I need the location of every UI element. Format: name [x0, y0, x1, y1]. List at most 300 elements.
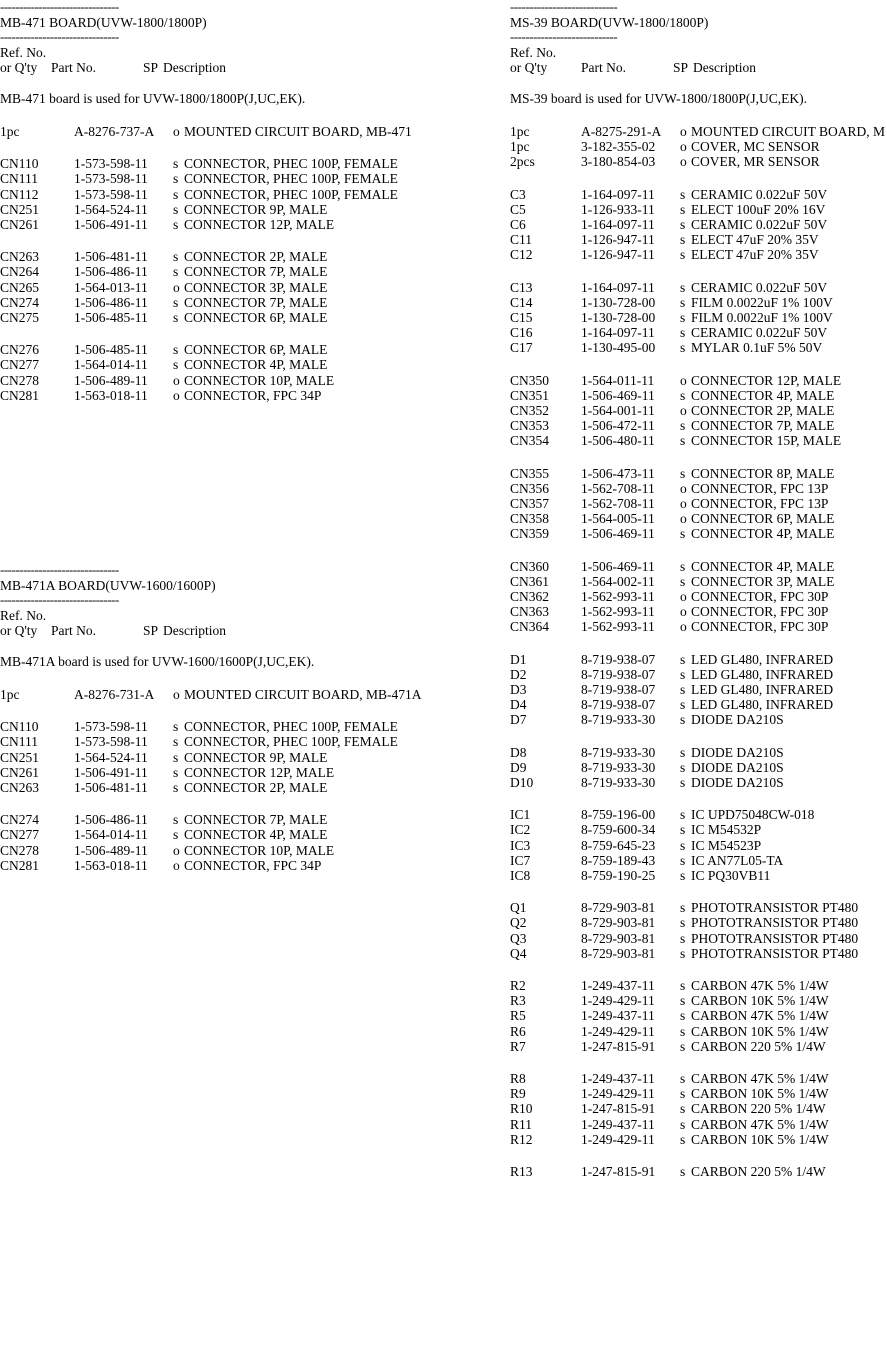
sp-code: s — [680, 651, 686, 667]
part-no: 1-573-598-11 — [74, 156, 148, 172]
part-no: 1-564-013-11 — [74, 279, 148, 295]
description: CONNECTOR, FPC 13P — [691, 496, 829, 511]
sp-code: s — [680, 993, 686, 1009]
sp-code: s — [680, 822, 686, 838]
ref-no: C13 — [510, 279, 533, 295]
sp-code: s — [680, 201, 686, 217]
sp-code: s — [173, 764, 179, 780]
description: LED GL480, INFRARED — [691, 666, 834, 682]
part-no: 1-247-815-91 — [581, 1101, 656, 1117]
part-no: 1-164-097-11 — [581, 325, 655, 341]
sp-code: s — [680, 186, 686, 202]
description: IC M54532P — [691, 822, 762, 838]
sp-code: s — [173, 719, 179, 735]
description: CARBON 220 5% 1/4W — [691, 1164, 826, 1179]
part-no: 1-506-491-11 — [74, 217, 148, 232]
sp-code: s — [680, 247, 686, 263]
sp-code: s — [680, 682, 686, 697]
description: CONNECTOR 6P, MALE — [184, 342, 328, 358]
part-no: 1-573-598-11 — [74, 719, 148, 735]
description: CARBON 220 5% 1/4W — [691, 1038, 826, 1054]
part-no: 8-759-189-43 — [581, 852, 656, 868]
description: CERAMIC 0.022uF 50V — [691, 217, 828, 232]
part-no: 8-719-938-07 — [581, 697, 656, 713]
ref-no: CN111 — [0, 171, 39, 187]
sp-code: s — [680, 945, 686, 961]
sp-code: s — [173, 156, 179, 172]
part-no: 1-506-485-11 — [74, 342, 148, 358]
part-no: 3-180-854-03 — [581, 154, 656, 170]
section-title: MB-471A BOARD(UVW-1600/1600P) — [0, 578, 216, 593]
ref-no: C5 — [510, 201, 526, 217]
description: MOUNTED CIRCUIT BOARD, MB-471A — [184, 687, 422, 702]
description: CONNECTOR 15P, MALE — [691, 433, 842, 449]
description: CARBON 47K 5% 1/4W — [691, 1071, 829, 1086]
ref-no: CN261 — [0, 217, 40, 232]
ref-no: CN251 — [0, 201, 40, 217]
description: FILM 0.0022uF 1% 100V — [691, 310, 833, 325]
sp-code: s — [173, 171, 179, 187]
description: CARBON 10K 5% 1/4W — [691, 1086, 829, 1102]
sp-code: s — [680, 526, 686, 542]
section-rule-top: ------------------------------- — [0, 0, 119, 14]
part-no: 1-564-002-11 — [581, 573, 655, 589]
description: CARBON 10K 5% 1/4W — [691, 1023, 829, 1039]
part-no: 1-506-472-11 — [581, 418, 655, 434]
usage-note: MS-39 board is used for UVW-1800/1800P(J,UC,EK). — [510, 91, 807, 106]
description: CONNECTOR 10P, MALE — [184, 842, 335, 858]
ref-no: 1pc — [0, 687, 20, 702]
description: CONNECTOR 6P, MALE — [184, 310, 328, 325]
description: CARBON 10K 5% 1/4W — [691, 993, 829, 1009]
part-no: 8-719-938-07 — [581, 666, 656, 682]
description: CONNECTOR 7P, MALE — [184, 264, 328, 280]
ref-no: CN359 — [510, 526, 550, 542]
sp-code: s — [680, 1116, 686, 1132]
section-rule-bottom: ------------------------------- — [0, 592, 119, 607]
part-no: 8-719-938-07 — [581, 682, 656, 697]
description: CONNECTOR 6P, MALE — [691, 511, 835, 527]
sp-code: s — [680, 1131, 686, 1147]
description: CONNECTOR 9P, MALE — [184, 749, 328, 765]
ref-no: D9 — [510, 759, 527, 775]
description: IC M54523P — [691, 837, 762, 853]
ref-no: CN360 — [510, 558, 550, 574]
description: CONNECTOR 12P, MALE — [184, 764, 335, 780]
sp-code: o — [680, 511, 687, 527]
ref-no: CN354 — [510, 433, 550, 449]
ref-no: CN261 — [0, 764, 40, 780]
sp-code: o — [173, 842, 180, 858]
part-no: 1-506-491-11 — [74, 764, 148, 780]
ref-no: IC3 — [510, 837, 531, 853]
part-no: 1-563-018-11 — [74, 857, 148, 873]
sp-code: s — [680, 465, 686, 481]
description: CONNECTOR 7P, MALE — [691, 418, 835, 434]
description: CONNECTOR 2P, MALE — [184, 780, 328, 795]
ref-no: CN275 — [0, 310, 40, 325]
sp-code: o — [680, 154, 687, 170]
description: LED GL480, INFRARED — [691, 651, 834, 667]
part-no: 1-506-469-11 — [581, 558, 655, 574]
ref-no: Q3 — [510, 930, 527, 946]
part-no: 1-562-708-11 — [581, 480, 655, 496]
section-rule-top: ------------------------------- — [0, 562, 119, 577]
description: LED GL480, INFRARED — [691, 697, 834, 713]
sp-code: s — [680, 279, 686, 295]
sp-code: s — [173, 812, 179, 828]
part-no: 1-164-097-11 — [581, 217, 655, 232]
ref-no: C15 — [510, 310, 533, 325]
part-no: 1-564-014-11 — [74, 827, 148, 843]
part-no: 1-564-014-11 — [74, 357, 148, 373]
sp-code: s — [680, 1101, 686, 1117]
part-no: 8-759-196-00 — [581, 807, 656, 823]
description: CERAMIC 0.022uF 50V — [691, 186, 828, 202]
description: ELECT 47uF 20% 35V — [691, 247, 819, 263]
ref-no: CN276 — [0, 342, 40, 358]
ref-no: Q2 — [510, 915, 527, 931]
ref-no: C16 — [510, 325, 533, 341]
part-no: 1-249-429-11 — [581, 1086, 655, 1102]
ref-no: CN363 — [510, 604, 550, 620]
description: DIODE DA210S — [691, 744, 784, 760]
sp-code: s — [680, 807, 686, 823]
part-no: 1-130-728-00 — [581, 294, 656, 310]
sp-code: o — [680, 496, 687, 511]
sp-code: s — [173, 827, 179, 843]
sp-code: s — [680, 1071, 686, 1086]
description: PHOTOTRANSISTOR PT480 — [691, 945, 859, 961]
ref-no: C14 — [510, 294, 533, 310]
sp-code: s — [680, 418, 686, 434]
sp-code: s — [680, 1086, 686, 1102]
part-no: A-8276-731-A — [74, 687, 155, 702]
description: IC UPD75048CW-018 — [691, 807, 815, 823]
part-no: 1-506-486-11 — [74, 264, 148, 280]
description: CONNECTOR 2P, MALE — [691, 403, 835, 418]
ref-no: D10 — [510, 775, 534, 790]
header-ref-qty: or Q'ty — [510, 60, 548, 75]
ref-no: CN277 — [0, 827, 40, 843]
sp-code: s — [680, 1038, 686, 1054]
description: CONNECTOR, PHEC 100P, FEMALE — [184, 719, 398, 735]
sp-code: s — [680, 294, 686, 310]
section-rule-bottom: ---------------------------- — [510, 29, 618, 44]
description: CONNECTOR 4P, MALE — [184, 827, 328, 843]
description: MOUNTED CIRCUIT BOARD, MB-471 — [184, 124, 412, 139]
sp-code: o — [680, 372, 687, 388]
ref-no: R7 — [510, 1038, 526, 1054]
description: COVER, MR SENSOR — [691, 154, 820, 170]
part-no: 1-130-495-00 — [581, 340, 656, 356]
sp-code: o — [173, 279, 180, 295]
ref-no: IC1 — [510, 807, 531, 823]
sp-code: o — [680, 589, 687, 604]
description: CARBON 47K 5% 1/4W — [691, 978, 829, 993]
header-ref-qty: or Q'ty — [0, 623, 38, 638]
part-no: 1-564-524-11 — [74, 201, 148, 217]
ref-no: CN265 — [0, 279, 40, 295]
part-no: 8-759-600-34 — [581, 822, 656, 838]
sp-code: s — [173, 357, 179, 373]
ref-no: CN278 — [0, 372, 40, 388]
sp-code: s — [680, 232, 686, 248]
ref-no: C17 — [510, 340, 533, 356]
part-no: 1-564-001-11 — [581, 403, 655, 418]
description: CONNECTOR 10P, MALE — [184, 372, 335, 388]
ref-no: R8 — [510, 1071, 526, 1086]
description: CONNECTOR 8P, MALE — [691, 465, 835, 481]
ref-no: R2 — [510, 978, 526, 993]
sp-code: s — [680, 915, 686, 931]
description: CONNECTOR 7P, MALE — [184, 812, 328, 828]
ref-no: CN112 — [0, 186, 39, 202]
part-no: 8-759-190-25 — [581, 868, 656, 883]
ref-no: CN278 — [0, 842, 40, 858]
sp-code: o — [680, 139, 687, 155]
part-no: 1-506-481-11 — [74, 249, 148, 265]
ref-no: CN264 — [0, 264, 40, 280]
header-sp: SP — [143, 60, 159, 75]
part-no: 1-126-933-11 — [581, 201, 655, 217]
part-no: 1-164-097-11 — [581, 186, 655, 202]
description: CONNECTOR 4P, MALE — [691, 526, 835, 542]
sp-code: o — [680, 604, 687, 620]
description: CONNECTOR, FPC 30P — [691, 589, 829, 604]
description: LED GL480, INFRARED — [691, 682, 834, 697]
description: DIODE DA210S — [691, 775, 784, 790]
part-no: 1-573-598-11 — [74, 734, 148, 750]
description: CONNECTOR, PHEC 100P, FEMALE — [184, 186, 398, 202]
description: CONNECTOR, PHEC 100P, FEMALE — [184, 171, 398, 187]
part-no: 8-729-903-81 — [581, 945, 656, 961]
sp-code: o — [680, 124, 687, 139]
part-no: 1-573-598-11 — [74, 186, 148, 202]
sp-code: s — [680, 712, 686, 728]
section-title: MB-471 BOARD(UVW-1800/1800P) — [0, 15, 207, 30]
description: CARBON 10K 5% 1/4W — [691, 1131, 829, 1147]
part-no: 1-249-437-11 — [581, 1071, 655, 1086]
sp-code: s — [173, 734, 179, 750]
sp-code: s — [680, 433, 686, 449]
sp-code: s — [680, 1008, 686, 1024]
ref-no: CN353 — [510, 418, 550, 434]
ref-no: IC7 — [510, 852, 531, 868]
description: CONNECTOR 12P, MALE — [691, 372, 842, 388]
ref-no: CN110 — [0, 719, 39, 735]
ref-no: CN263 — [0, 780, 40, 795]
sp-code: s — [680, 697, 686, 713]
part-no: 1-130-728-00 — [581, 310, 656, 325]
part-no: 1-249-429-11 — [581, 993, 655, 1009]
sp-code: s — [680, 930, 686, 946]
ref-no: D8 — [510, 744, 527, 760]
ref-no: Q1 — [510, 900, 527, 916]
description: CONNECTOR 3P, MALE — [691, 573, 835, 589]
part-no: 8-759-645-23 — [581, 837, 656, 853]
description: DIODE DA210S — [691, 759, 784, 775]
header-ref-no: Ref. No. — [0, 608, 47, 623]
header-description: Description — [163, 623, 226, 638]
sp-code: s — [680, 558, 686, 574]
ref-no: CN110 — [0, 156, 39, 172]
header-ref-qty: or Q'ty — [0, 60, 38, 75]
header-part-no: Part No. — [51, 60, 96, 75]
part-no: 1-562-993-11 — [581, 619, 655, 635]
ref-no: D1 — [510, 651, 527, 667]
part-no: A-8275-291-A — [581, 124, 662, 139]
sp-code: s — [173, 201, 179, 217]
ref-no: CN277 — [0, 357, 40, 373]
part-no: 8-719-938-07 — [581, 651, 656, 667]
part-no: 1-506-486-11 — [74, 812, 148, 828]
part-no: 1-506-485-11 — [74, 310, 148, 325]
sp-code: o — [173, 387, 180, 403]
header-ref-no: Ref. No. — [0, 45, 47, 60]
ref-no: CN358 — [510, 511, 550, 527]
ref-no: CN263 — [0, 249, 40, 265]
part-no: 8-719-933-30 — [581, 759, 656, 775]
description: CERAMIC 0.022uF 50V — [691, 325, 828, 341]
description: CONNECTOR 9P, MALE — [184, 201, 328, 217]
sp-code: s — [680, 325, 686, 341]
description: CONNECTOR 12P, MALE — [184, 217, 335, 232]
description: CARBON 47K 5% 1/4W — [691, 1116, 829, 1132]
ref-no: IC8 — [510, 868, 531, 883]
ref-no: D7 — [510, 712, 527, 728]
ref-no: CN357 — [510, 496, 550, 511]
description: CONNECTOR, FPC 30P — [691, 604, 829, 620]
part-no: 8-719-933-30 — [581, 712, 656, 728]
part-no: 1-126-947-11 — [581, 232, 655, 248]
description: COVER, MC SENSOR — [691, 139, 820, 155]
sp-code: s — [173, 749, 179, 765]
description: MOUNTED CIRCUIT BOARD, M — [691, 124, 886, 139]
sp-code: s — [680, 1164, 686, 1179]
ref-no: R13 — [510, 1164, 533, 1179]
ref-no: 2pcs — [510, 154, 535, 170]
usage-note: MB-471A board is used for UVW-1600/1600P(J,UC,EK). — [0, 654, 315, 669]
part-no: 1-247-815-91 — [581, 1164, 656, 1179]
ref-no: CN350 — [510, 372, 550, 388]
ref-no: CN356 — [510, 480, 550, 496]
sp-code: s — [173, 342, 179, 358]
sp-code: o — [173, 687, 180, 702]
section-rule-top: ---------------------------- — [510, 0, 618, 14]
part-no: 1-564-011-11 — [581, 372, 655, 388]
part-no: 1-563-018-11 — [74, 387, 148, 403]
sp-code: o — [173, 857, 180, 873]
part-no: 1-506-489-11 — [74, 372, 148, 388]
ref-no: R9 — [510, 1086, 526, 1102]
description: CONNECTOR 7P, MALE — [184, 294, 328, 310]
description: CONNECTOR 4P, MALE — [691, 558, 835, 574]
ref-no: R10 — [510, 1101, 533, 1117]
usage-note: MB-471 board is used for UVW-1800/1800P(J,UC,EK). — [0, 91, 306, 106]
description: DIODE DA210S — [691, 712, 784, 728]
description: CONNECTOR, FPC 34P — [184, 387, 322, 403]
description: CARBON 220 5% 1/4W — [691, 1101, 826, 1117]
part-no: 1-506-473-11 — [581, 465, 655, 481]
part-no: 1-506-469-11 — [581, 526, 655, 542]
sp-code: s — [680, 217, 686, 232]
part-no: 1-249-429-11 — [581, 1023, 655, 1039]
part-no: 1-249-437-11 — [581, 1116, 655, 1132]
ref-no: C3 — [510, 186, 526, 202]
ref-no: CN274 — [0, 812, 40, 828]
description: CONNECTOR, PHEC 100P, FEMALE — [184, 156, 398, 172]
ref-no: CN351 — [510, 387, 550, 403]
sp-code: s — [173, 310, 179, 325]
ref-no: Q4 — [510, 945, 527, 961]
ref-no: C6 — [510, 217, 526, 232]
description: CONNECTOR 4P, MALE — [691, 387, 835, 403]
sp-code: o — [680, 480, 687, 496]
ref-no: D3 — [510, 682, 527, 697]
sp-code: s — [680, 978, 686, 993]
part-no: A-8276-737-A — [74, 124, 155, 139]
ref-no: R12 — [510, 1131, 533, 1147]
ref-no: 1pc — [0, 124, 20, 139]
ref-no: R3 — [510, 993, 526, 1009]
description: ELECT 100uF 20% 16V — [691, 201, 826, 217]
part-no: 8-719-933-30 — [581, 744, 656, 760]
part-no: 1-249-437-11 — [581, 1008, 655, 1024]
sp-code: s — [173, 186, 179, 202]
sp-code: s — [680, 310, 686, 325]
description: PHOTOTRANSISTOR PT480 — [691, 930, 859, 946]
part-no: 1-164-097-11 — [581, 279, 655, 295]
part-no: 1-562-993-11 — [581, 589, 655, 604]
sp-code: s — [680, 837, 686, 853]
header-description: Description — [163, 60, 226, 75]
sp-code: s — [173, 780, 179, 795]
ref-no: C12 — [510, 247, 533, 263]
sp-code: s — [680, 387, 686, 403]
sp-code: s — [680, 666, 686, 682]
description: CONNECTOR 4P, MALE — [184, 357, 328, 373]
ref-no: CN352 — [510, 403, 550, 418]
ref-no: CN281 — [0, 387, 40, 403]
part-no: 3-182-355-02 — [581, 139, 656, 155]
description: CARBON 47K 5% 1/4W — [691, 1008, 829, 1024]
part-no: 1-506-481-11 — [74, 780, 148, 795]
description: CONNECTOR 3P, MALE — [184, 279, 328, 295]
description: CONNECTOR, FPC 13P — [691, 480, 829, 496]
ref-no: CN111 — [0, 734, 39, 750]
description: MYLAR 0.1uF 5% 50V — [691, 340, 823, 356]
ref-no: CN364 — [510, 619, 550, 635]
header-sp: SP — [143, 623, 159, 638]
sp-code: s — [680, 340, 686, 356]
sp-code: s — [173, 249, 179, 265]
sp-code: o — [680, 619, 687, 635]
description: PHOTOTRANSISTOR PT480 — [691, 915, 859, 931]
ref-no: R5 — [510, 1008, 526, 1024]
ref-no: CN274 — [0, 294, 40, 310]
description: PHOTOTRANSISTOR PT480 — [691, 900, 859, 916]
part-no: 1-562-708-11 — [581, 496, 655, 511]
header-description: Description — [693, 60, 756, 75]
sp-code: o — [173, 372, 180, 388]
part-no: 1-506-489-11 — [74, 842, 148, 858]
header-part-no: Part No. — [581, 60, 626, 75]
ref-no: IC2 — [510, 822, 531, 838]
part-no: 1-564-005-11 — [581, 511, 655, 527]
part-no: 8-729-903-81 — [581, 930, 656, 946]
ref-no: CN281 — [0, 857, 40, 873]
